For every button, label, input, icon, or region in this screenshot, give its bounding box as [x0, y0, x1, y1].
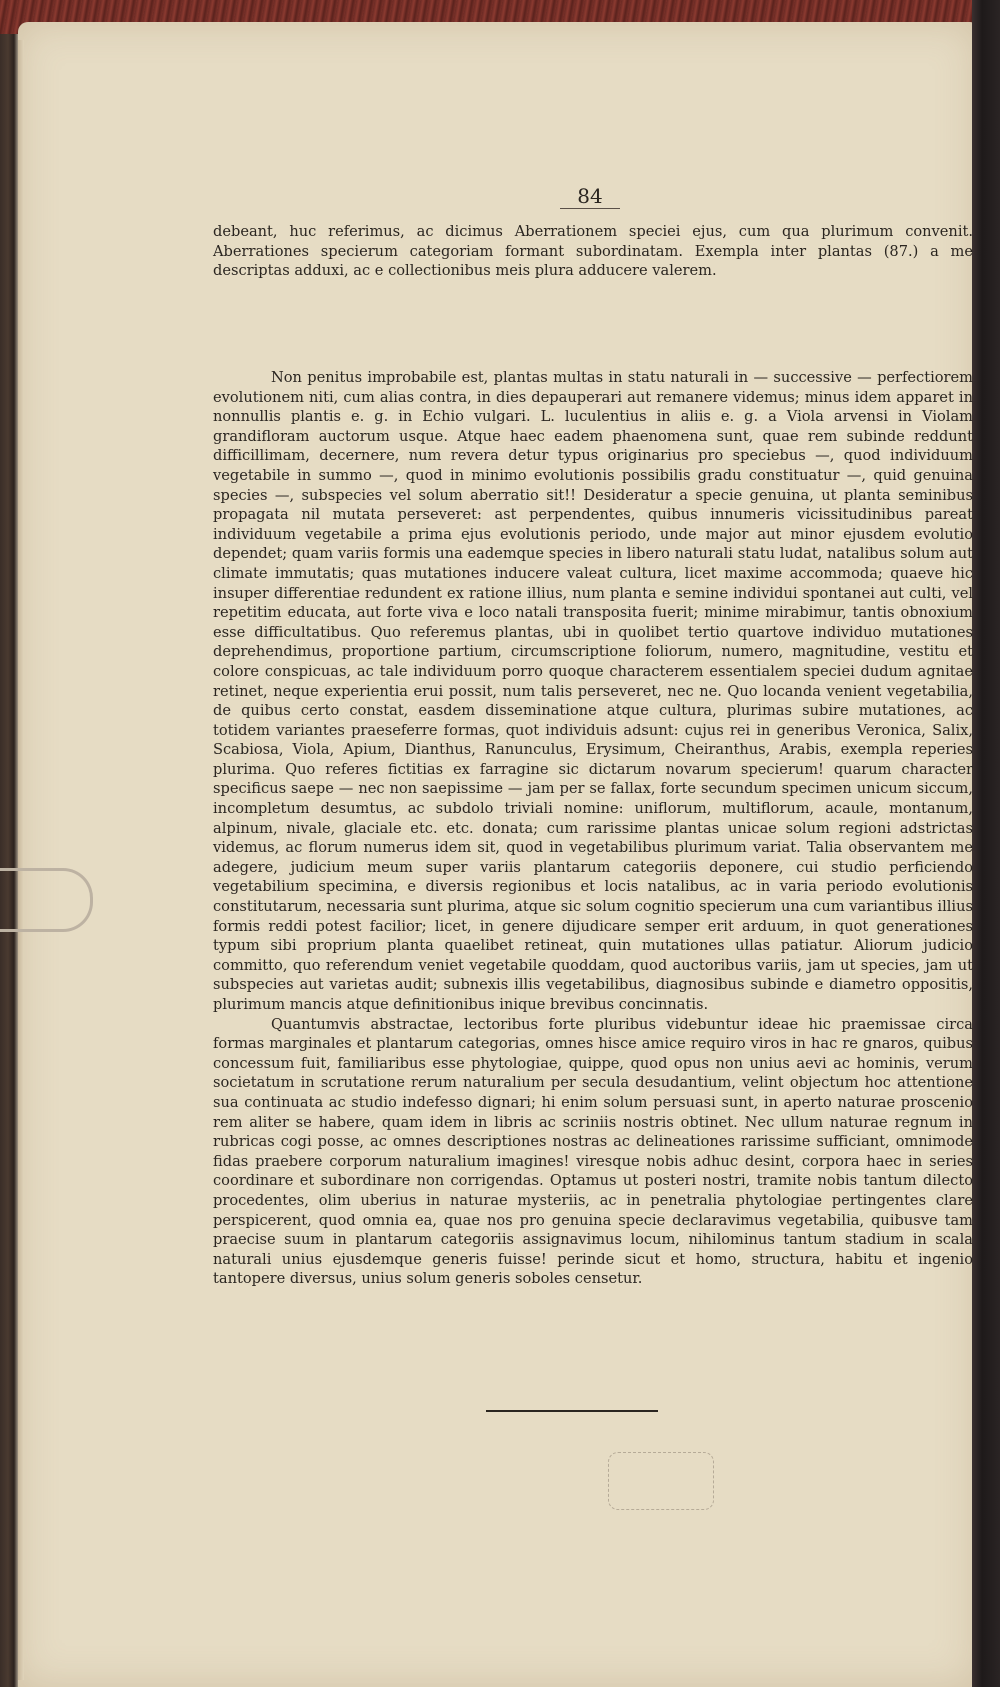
- page-number-underline: [560, 208, 620, 209]
- page-number: 84: [577, 184, 603, 208]
- end-rule: [486, 1410, 658, 1412]
- main-text-block: [213, 368, 973, 1289]
- main-paragraph-2: Quantumvis abstractae, lectoribus forte pluribus videbuntur ideae hic praemissae circa formas marginales et plantarum categorias, omnes hisce amice requiro viros in hac re gnaros, quibus concessum fuit, familiaribus esse phytologiae, quippe, quod opus non unius aevi ac hominis, verum societatum in scrutatione rerum naturalium per secula desudantium, velint objectum hoc attentione sua continuata ac studio indefesso dignari; hi enim solum persuasi sunt, in aperto naturae proscenio rem aliter se habere, quam idem in libris ac scriniis nostris obtinet. Nec ullum naturae regnum in rubricas cogi posse, ac omnes descriptiones nostras ac delineationes rarissime sufficiant, omnimode fidas praebere corporum naturalium imagines! viresque nobis adhuc desint, corpora haec in series coordinare et subordinare non corrigendas. Optamus ut posteri nostri, tramite nobis tantum dilecto procedentes, olim uberius in naturae mysteriis, ac in penetralia phytologiae pertingentes clare perspicerent, quod omnia ea, quae nos pro genuina specie declaravimus vegetabilia, quibusve tam praecise suum in plantarum categoriis assignavimus locum, nihilominus tantum stadium in scala naturali unius ejusdemque generis fuisse! perinde sicut et homo, structura, habitu et ingenio tantopere diversus, unius solum generis soboles censetur.: [213, 1015, 973, 1288]
- page-edge-stack: [18, 40, 24, 1680]
- book-cover-edge: [972, 0, 1000, 1687]
- top-paragraph-block: [213, 222, 973, 281]
- library-stamp: [608, 1452, 714, 1510]
- paper-clip-mark: [0, 868, 93, 932]
- main-paragraph-1: Non penitus improbabile est, plantas multas in statu naturali in — successive — perfectiorem evolutionem niti, cum alias contra, in dies depauperari aut remanere videmus; minus idem apparet in nonnullis plantis e. g. in Echio vulgari. L. luculentius in aliis e. g. a Viola arvensi in Violam grandifloram auctorum usque. Atque haec eadem phaenomena sunt, quae rem subinde reddunt difficillimam, decernere, num revera detur typus originarius pro speciebus —, quod individuum vegetabile in summo —, quod in minimo evolutionis possibilis gradu constituatur —, quid genuina species —, subspecies vel solum aberratio sit!! Desideratur a specie genuina, ut planta seminibus propagata nil mutata perseveret: ast perpendentes, quibus innumeris vicissitudinibus pareat individuum vegetabile a prima ejus evolutionis periodo, unde major aut minor ejusdem evolutio dependet; quam variis formis una eademque species in libero naturali statu ludat, natalibus solum aut climate immutatis; quas mutationes inducere valeat cultura, licet maxime accommoda; quaeve hic insuper differentiae redundent ex ratione illius, num planta e semine individui spontanei aut culti, vel repetitim educata, aut forte viva e loco natali transposita fuerit; minime mirabimur, tantis obnoxium esse difficultatibus. Quo referemus plantas, ubi in quolibet tertio quartove individuo mutationes deprehendimus, proportione partium, circumscriptione foliorum, numero, magnitudine, vestitu et colore conspicuas, ac tale individuum porro quoque characterem essentialem speciei dudum agnitae retinet, neque experientia erui possit, num talis perseveret, nec ne. Quo locanda venient vegetabilia, de quibus certo constat, easdem disseminatione atque cultura, plurimas subire mutationes, ac totidem variantes praeseferre formas, quot individuis adsunt: cujus rei in generibus Veronica, Salix, Scabiosa, Viola, Apium, Dianthus, Ranunculus, Erysimum, Cheiranthus, Arabis, exempla reperies plurima. Quo referes fictitias ex farragine sic dictarum novarum specierum! quarum character specificus saepe — nec non saepissime — jam per se fallax, forte secundum specimen unicum siccum, incompletum desumtus, ac subdolo triviali nomine: uniflorum, multiflorum, acaule, montanum, alpinum, nivale, glaciale etc. etc. donata; cum rarissime plantas unicae solum regioni adstrictas videmus, ac florum numerus idem sit, quod in vegetabilibus plurimum variat. Talia observantem me adegere, judicium meum super variis plantarum categoriis deponere, cui studio perficiendo vegetabilium specimina, e diversis regionibus et locis natalibus, ac in varia periodo evolutionis constitutarum, necessaria sunt plurima, atque sic solum cognitio specierum una cum variantibus illius formis reddi potest facilior; licet, in genere dijudicare semper erit arduum, in quot generationes typum sibi proprium planta quaelibet retineat, quin mutationes ullas patiatur. Aliorum judicio committo, quo referendum veniet vegetabile quoddam, quod auctoribus variis, jam ut species, jam ut subspecies aut varietas audit; subnexis illis vegetabilibus, diagnosibus subinde e diametro oppositis, plurimum mancis atque definitionibus inique brevibus concinnatis.: [213, 369, 973, 1013]
- top-paragraph: debeant, huc referimus, ac dicimus Aberrationem speciei ejus, cum qua plurimum convenit. Aberrationes specierum categoriam formant subordinatam. Exempla inter plantas (87.) a me descriptas adduxi, ac e collectionibus meis plura adducere valerem.: [213, 223, 973, 280]
